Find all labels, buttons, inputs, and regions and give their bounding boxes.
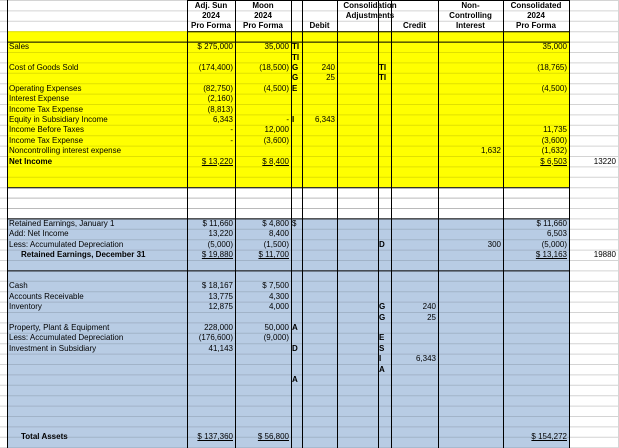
row-label[interactable]: Property, Plant & Equipment — [9, 322, 110, 332]
row-label[interactable]: Accounts Receivable — [9, 291, 84, 301]
moon-value[interactable]: - — [286, 114, 289, 124]
consolidated-value[interactable]: 11,735 — [543, 125, 567, 135]
row-label[interactable]: Add: Net Income — [9, 229, 69, 239]
moon-value[interactable]: (9,000) — [263, 333, 289, 343]
side-note-retained[interactable]: 19880 — [593, 250, 616, 260]
row-label[interactable]: Interest Expense — [9, 94, 70, 104]
sun-value[interactable]: $ 275,000 — [197, 42, 233, 52]
moon-value[interactable]: (1,500) — [263, 239, 289, 249]
row-label[interactable]: Investment in Subsidiary — [9, 343, 97, 353]
moon-value[interactable]: 35,000 — [264, 42, 289, 52]
adj-code[interactable]: TI — [292, 52, 300, 62]
header-consolidated[interactable]: 2024 — [527, 10, 545, 20]
moon-value[interactable]: $ 11,700 — [258, 250, 289, 260]
nci-value[interactable]: 1,632 — [480, 146, 501, 156]
row-label[interactable]: Noncontrolling interest expense — [9, 146, 122, 156]
debit-code[interactable]: I — [379, 354, 382, 364]
moon-value[interactable]: (4,500) — [263, 83, 289, 93]
moon-value[interactable]: (18,500) — [259, 62, 289, 72]
debit-value[interactable]: 240 — [321, 62, 335, 72]
sun-value[interactable]: 13,775 — [208, 291, 233, 301]
credit-value[interactable]: 240 — [422, 302, 436, 312]
header-adj-sun[interactable]: Adj. Sun — [194, 0, 228, 10]
row-label[interactable]: Less: Accumulated Depreciation — [9, 333, 124, 343]
sun-value[interactable]: 13,220 — [208, 229, 233, 239]
debit-code[interactable]: G — [379, 312, 386, 322]
row-label[interactable]: Income Tax Expense — [9, 135, 84, 145]
sun-value[interactable]: 41,143 — [208, 343, 233, 353]
sun-value[interactable]: (2,160) — [207, 94, 233, 104]
consolidated-value[interactable]: (3,600) — [541, 135, 567, 145]
consolidated-value[interactable]: (5,000) — [541, 239, 567, 249]
consolidated-value[interactable]: 6,503 — [546, 229, 567, 239]
moon-value[interactable]: $ 4,800 — [262, 218, 289, 228]
header-adj-sun[interactable]: 2024 — [202, 10, 220, 20]
debit-value[interactable]: 6,343 — [314, 114, 335, 124]
row-label[interactable]: Net Income — [9, 156, 53, 166]
row-label[interactable]: Equity in Subsidiary Income — [9, 114, 108, 124]
consolidated-value[interactable]: (4,500) — [541, 83, 567, 93]
debit-code[interactable]: E — [379, 333, 385, 343]
sun-value[interactable]: 6,343 — [212, 114, 233, 124]
debit-code[interactable]: G — [379, 302, 386, 312]
side-note-net-income[interactable]: 13220 — [593, 156, 616, 166]
sun-value[interactable]: (176,600) — [198, 333, 233, 343]
header-debit[interactable]: Debit — [309, 21, 330, 31]
header-consolidated[interactable]: Consolidated — [510, 0, 562, 10]
sun-value[interactable]: $ 11,660 — [202, 218, 233, 228]
moon-value[interactable]: 8,400 — [268, 229, 289, 239]
consolidated-value[interactable]: (18,765) — [537, 62, 567, 72]
header-moon[interactable]: Moon — [252, 0, 274, 10]
adj-code[interactable]: E — [292, 83, 298, 93]
debit-code[interactable]: D — [379, 239, 385, 249]
total-assets-label[interactable]: Total Assets — [21, 432, 68, 442]
row-label[interactable]: Cost of Goods Sold — [9, 62, 79, 72]
debit-code[interactable]: TI — [379, 73, 387, 83]
credit-value[interactable]: 25 — [427, 312, 436, 322]
adj-code[interactable]: I — [292, 114, 295, 124]
header-consolidated[interactable]: Pro Forma — [515, 21, 556, 31]
consolidated-value[interactable]: 35,000 — [542, 42, 567, 52]
row-label[interactable]: Inventory — [9, 302, 42, 312]
adj-code[interactable]: G — [292, 73, 299, 83]
sun-value[interactable]: 228,000 — [204, 322, 233, 332]
moon-value[interactable]: (3,600) — [263, 135, 289, 145]
header-moon[interactable]: 2024 — [254, 10, 272, 20]
adj-code[interactable]: A — [292, 374, 298, 384]
header-fill — [187, 31, 291, 41]
row-label[interactable]: Sales — [9, 42, 30, 52]
sun-value[interactable]: (5,000) — [207, 239, 233, 249]
row-label[interactable]: Less: Accumulated Depreciation — [9, 239, 124, 249]
sun-value[interactable]: 12,875 — [208, 302, 233, 312]
consolidated-value[interactable]: $ 6,503 — [540, 156, 567, 166]
moon-value[interactable]: 4,000 — [268, 302, 289, 312]
header-credit[interactable]: Credit — [402, 21, 427, 31]
adj-code[interactable]: A — [292, 322, 298, 332]
consolidated-value[interactable]: $ 11,660 — [536, 218, 567, 228]
total-assets-consolidated[interactable]: $ 154,272 — [531, 432, 567, 442]
sun-value[interactable]: $ 19,880 — [201, 250, 233, 260]
nci-value[interactable]: 300 — [487, 239, 501, 249]
row-label[interactable]: Operating Expenses — [9, 83, 82, 93]
row-label[interactable]: Retained Earnings, January 1 — [9, 218, 115, 228]
moon-value[interactable]: 12,000 — [264, 125, 289, 135]
consolidated-value[interactable]: $ 13,163 — [535, 250, 567, 260]
adj-code[interactable]: TI — [292, 42, 300, 52]
header-consolidation[interactable]: Consolidation — [343, 0, 397, 10]
adj-code[interactable]: $ — [292, 218, 297, 228]
row-label[interactable]: Income Before Taxes — [9, 125, 85, 135]
header-adjustments[interactable]: Adjustments — [345, 10, 395, 20]
header-noncontrolling[interactable]: Non- — [461, 0, 480, 10]
row-label[interactable]: Cash — [9, 281, 28, 291]
sun-value[interactable]: $ 18,167 — [201, 281, 233, 291]
sun-value[interactable]: $ 13,220 — [201, 156, 233, 166]
header-noncontrolling[interactable]: Interest — [456, 21, 485, 31]
total-assets-moon[interactable]: $ 56,800 — [257, 432, 289, 442]
adj-code[interactable]: G — [292, 62, 299, 72]
header-moon[interactable]: Pro Forma — [242, 21, 283, 31]
header-noncontrolling[interactable]: Controlling — [449, 10, 492, 20]
moon-value[interactable]: $ 7,500 — [262, 281, 289, 291]
consolidated-value[interactable]: (1,632) — [541, 146, 567, 156]
row-label[interactable]: Income Tax Expense — [9, 104, 84, 114]
moon-value[interactable]: $ 8,400 — [262, 156, 289, 166]
row-label[interactable]: Retained Earnings, December 31 — [21, 250, 146, 260]
header-adj-sun[interactable]: Pro Forma — [190, 21, 231, 31]
sun-value[interactable]: - — [230, 135, 233, 145]
adj-code[interactable]: D — [292, 343, 298, 353]
sun-value[interactable]: (82,750) — [203, 83, 233, 93]
debit-code[interactable]: S — [379, 343, 385, 353]
credit-value[interactable]: 6,343 — [415, 354, 436, 364]
moon-value[interactable]: 4,300 — [268, 291, 289, 301]
sun-value[interactable]: (8,813) — [207, 104, 233, 114]
moon-value[interactable]: 50,000 — [264, 322, 289, 332]
total-assets-sun[interactable]: $ 137,360 — [197, 432, 233, 442]
debit-code[interactable]: TI — [379, 62, 387, 72]
debit-value[interactable]: 25 — [326, 73, 335, 83]
sun-value[interactable]: - — [230, 125, 233, 135]
debit-code[interactable]: A — [379, 364, 385, 374]
sun-value[interactable]: (174,400) — [198, 62, 233, 72]
